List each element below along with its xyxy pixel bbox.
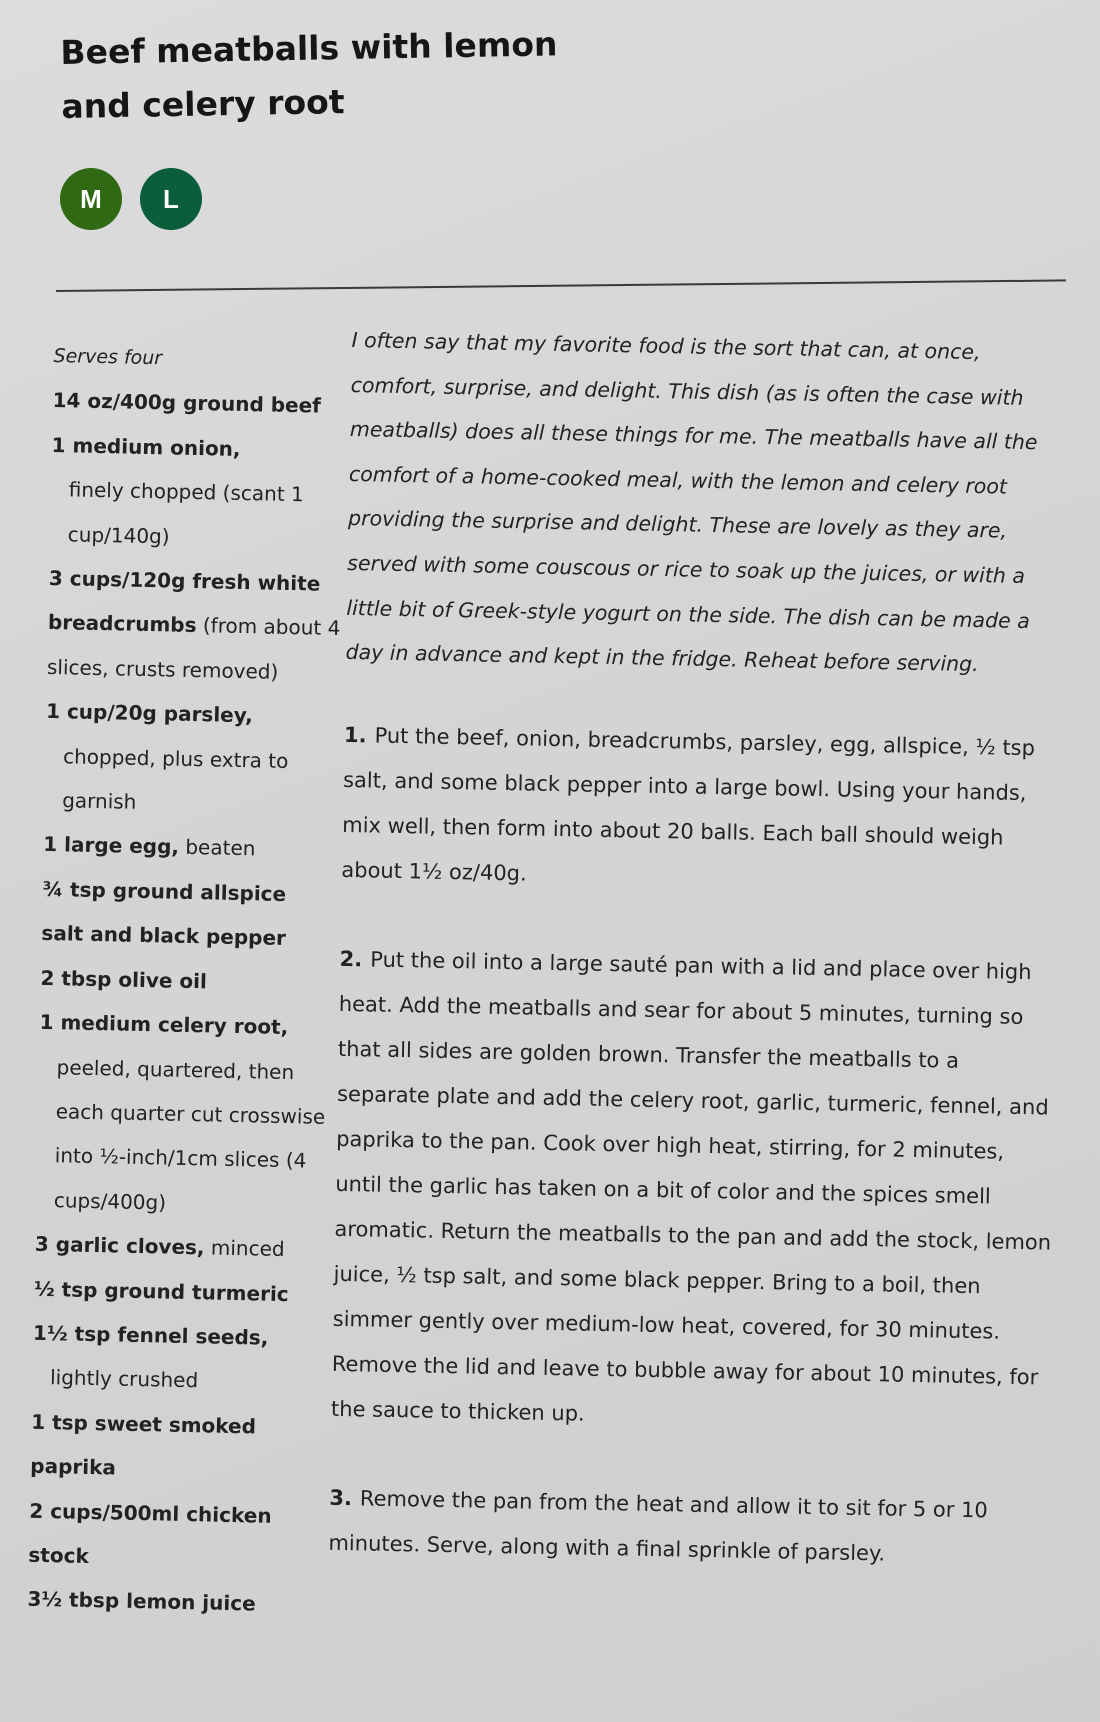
- ingredient-item: [42, 867, 343, 918]
- section-divider: [56, 279, 1066, 292]
- ingredient-amount: salt and black pepper: [41, 921, 287, 951]
- recipe-title: [60, 16, 622, 134]
- step-text: Put the beef, onion, breadcrumbs, parsley, egg, allspice, ½ tsp salt, and some black pepper into a large bowl. Using your hands, mix well, then form into about 20 balls. Each ball should weigh about 1½ oz/40g.: [341, 723, 1036, 886]
- ingredient-item: [34, 1266, 335, 1317]
- intro-paragraph: I often say that my favorite food is the sort that can, at once, comfort, surprise, and delight. This dish (as is often the case with meatballs) does all these things for me. The meatballs have all the comfort of a home-cooked meal, with the lemon and celery root providing the surprise and delight. These are lovely as they are, served with some couscous or rice to soak up the juices, or with a little bit of Greek-style yogurt on the side. The dish can be made a day in advance and kept in the fridge. Reheat before serving.: [345, 327, 1038, 677]
- ingredient-item: [34, 1222, 335, 1273]
- ingredient-note: minced: [204, 1235, 285, 1262]
- ingredient-amount: 3½ tbsp lemon juice: [27, 1587, 256, 1616]
- badge-m: M: [60, 168, 122, 230]
- step-text: Put the oil into a large sauté pan with a lid and place over high heat. Add the meatballs and sear for about 5 minutes, turning so that all sides are golden brown. Transfer the meatballs to a separate plate and add the celery root, garlic, turmeric, fennel, and paprika to the pan. Cook over high heat, stirring, for 2 minutes, until the garlic has taken on a bit of color and the spices smell aromatic. Return the meatballs to the pan and add the stock, lemon juice, ½ tsp salt, and some black pepper. Bring to a boil, then simmer gently over medium-low heat, covered, for 30 minutes. Remove the lid and leave to bubble away for about 10 minutes, for the sauce to thicken up.: [330, 947, 1052, 1426]
- method-step: [341, 713, 1064, 907]
- title-line-2: and celery root: [61, 82, 345, 126]
- ingredient-item: [30, 1400, 332, 1495]
- step-number: 3.: [329, 1485, 353, 1510]
- ingredient-amount: 1 medium celery root,: [39, 1009, 289, 1040]
- ingredient-item: [35, 1000, 340, 1228]
- ingredient-item: [47, 556, 350, 695]
- ingredient-detail: chopped, plus extra to garnish: [61, 743, 289, 814]
- ingredient-amount: 1 medium onion,: [51, 432, 241, 461]
- step-number: 2.: [339, 946, 363, 972]
- ingredient-detail: finely chopped (scant 1 cup/140g): [67, 477, 305, 549]
- ingredient-note: beaten: [178, 835, 256, 861]
- ingredient-item: [52, 378, 353, 429]
- ingredient-amount: ½ tsp ground turmeric: [33, 1276, 289, 1306]
- ingredient-amount: 2 cups/500ml chicken stock: [28, 1498, 272, 1568]
- ingredient-amount: 14 oz/400g ground beef: [52, 388, 322, 419]
- ingredient-item: [28, 1488, 330, 1583]
- ingredient-amount: 3 garlic cloves,: [34, 1231, 205, 1260]
- method-step: [328, 1476, 1050, 1580]
- ingredient-amount: 2 tbsp olive oil: [40, 965, 208, 994]
- ingredient-item: [40, 956, 341, 1007]
- serves-label: Serves four: [53, 344, 163, 370]
- badge-l: L: [140, 168, 202, 230]
- ingredient-amount: 1 large egg,: [43, 832, 180, 860]
- ingredient-amount: 3 cups/120g fresh white breadcrumbs: [47, 565, 321, 638]
- ingredient-item: [32, 1311, 334, 1406]
- ingredient-item: [44, 689, 347, 828]
- ingredient-item: [43, 822, 344, 873]
- ingredient-amount: 1 cup/20g parsley,: [45, 699, 254, 728]
- title-line-1: Beef meatballs with lemon: [60, 24, 558, 72]
- step-text: Remove the pan from the heat and allow it to sit for 5 or 10 minutes. Serve, along with a final sprinkle of parsley.: [328, 1486, 989, 1566]
- ingredient-item: [41, 911, 342, 962]
- diet-badges: [60, 168, 202, 230]
- ingredient-note: (from about 4 slices, crusts removed): [46, 613, 341, 684]
- ingredients-list: [27, 334, 354, 1628]
- method-step: [331, 937, 1060, 1446]
- ingredient-amount: 1½ tsp fennel seeds,: [32, 1320, 269, 1350]
- ingredient-detail: peeled, quartered, then each quarter cut crosswise into ½-inch/1cm slices (4 cups/400g): [53, 1054, 326, 1215]
- step-number: 1.: [343, 722, 367, 748]
- ingredient-item: [49, 423, 352, 562]
- ingredient-amount: ¾ tsp ground allspice: [42, 876, 287, 906]
- ingredient-item: [27, 1577, 328, 1628]
- method-column: [327, 318, 1072, 1623]
- ingredient-detail: lightly crushed: [49, 1365, 199, 1393]
- ingredient-amount: 1 tsp sweet smoked paprika: [30, 1409, 257, 1480]
